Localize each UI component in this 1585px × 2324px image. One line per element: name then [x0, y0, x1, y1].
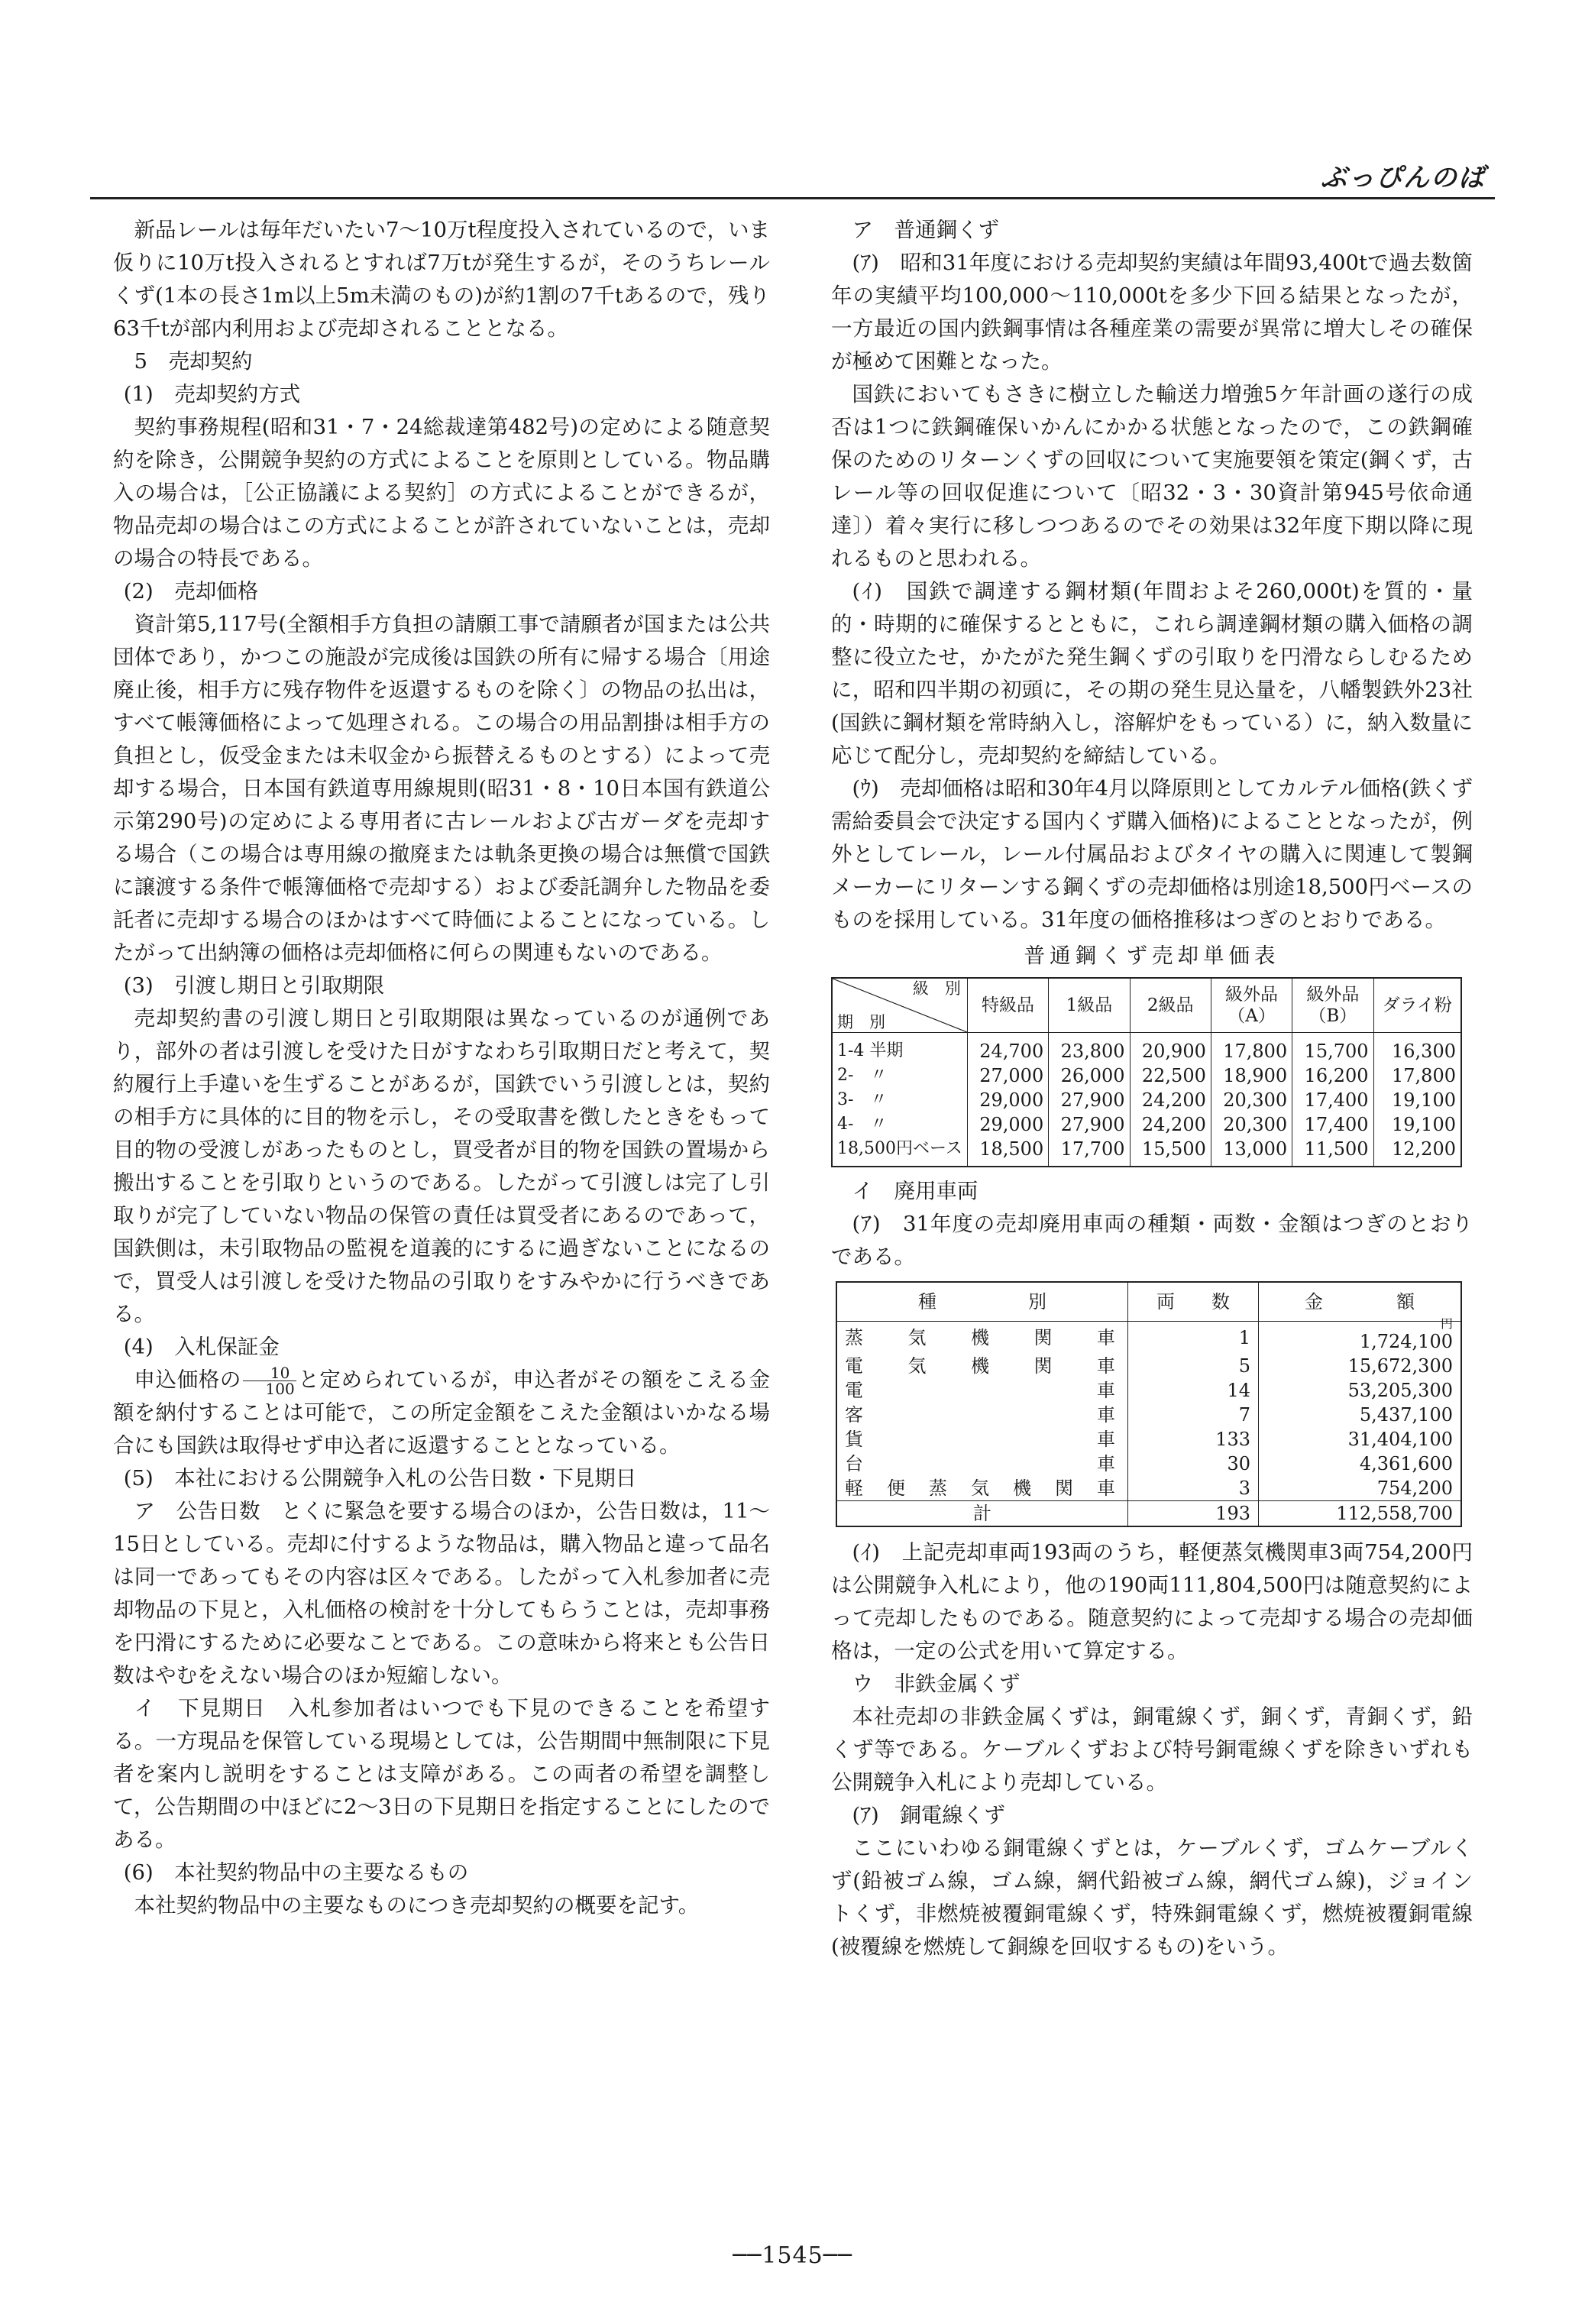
table-body: [836, 1316, 1461, 1527]
vehicle-amount: [1259, 1403, 1462, 1427]
total-label: 計: [836, 1501, 1128, 1527]
paragraph: 売却契約書の引渡し期日と引取期限は異なっているのが通例であり，部外の者は引渡しを受けた日がすなわち引取期日だと考えて，契約履行上手違いを生ずることがあるが，国鉄でいう引渡しとは，契約の相手方に具体的に目的物を示し，その受取書を徴したときをもって目的物の受渡しがあったものとし，買受者が目的物を国鉄の置場から搬出することを引取りというのである。したがって引渡しは完了し引取りが完了していない物品の保管の責任は買受者にあるのであって，国鉄側は，未引取物品の監視を道義的にするに過ぎないことになるので，買受人は引渡しを受けた物品の引取りをすみやかに行うべきである。: [113, 1006, 770, 1326]
label-char: 電: [845, 1380, 863, 1401]
table-row: [836, 1354, 1461, 1378]
table-cell: 29,000: [967, 1088, 1048, 1112]
scrap-price-table: [831, 977, 1462, 1167]
table-cell: 27,900: [1049, 1112, 1130, 1137]
subsection-heading: イ 廃用車両: [852, 1179, 978, 1203]
table-cell: 17,800: [1373, 1063, 1461, 1088]
table-header-cell: 級外品 （A）: [1211, 978, 1292, 1033]
vehicle-kind: [836, 1403, 1128, 1427]
paragraph: ア 公告日数 とくに緊急を要する場合のほか，公告日数は，11〜15日としている。売却に付するような物品は，購入物品と違って品名は同一であってもその内容は区々である。したがって入札参加者に売却物品の下見と，入札価格の検討を十分してもらうことは，売却事務を円滑にするために必要なことである。この意味から将来とも公告日数はやむをえない場合のほか短縮しない。: [113, 1499, 770, 1688]
paragraph: 資計第5,117号(全額相手方負担の請願工事で請願者が国または公共団体であり，かつこの施設が完成後は国鉄の所有に帰する場合〔用途廃止後，相手方に残存物件を返還するものを除く〕の物品の払出は，すべて帳簿価格によって処理される。この場合の用品割掛は相手方の負担とし，仮受金または未収金から振替えるものとする）によって売却する場合，日本国有鉄道専用線規則(昭31・8・10日本国有鉄道公示第290号)の定めによる専用者に古レールおよび古ガーダを売却する場合（この場合は専用線の撤廃または軌条更換の場合は無償で国鉄に譲渡する条件で帳簿価格で売却する）および委託調弁した物品を委託者に売却する場合のほかはすべて時価によることになっている。したがって出納簿の価格は売却価格に何らの関連もないのである。: [113, 612, 770, 965]
label-char: 蒸: [929, 1478, 947, 1499]
subsection-heading: (1) 売却契約方式: [123, 382, 301, 406]
table-cell: 12,200: [1373, 1137, 1461, 1167]
table-cell: 16,200: [1292, 1063, 1373, 1088]
table-header-cell: ダライ粉: [1373, 978, 1461, 1033]
vehicle-amount: [1259, 1452, 1462, 1476]
spaced-label: [845, 1325, 1120, 1350]
table-header-cell: 特級品: [967, 978, 1048, 1033]
label-char: 気: [907, 1355, 927, 1377]
table-cell: 27,000: [967, 1063, 1048, 1088]
paragraph: (ｲ) 国鉄で調達する鋼材類(年間およそ260,000t)を質的・量的・時期的に確保するとともに，これら調達鋼材類の購入価格の調整に役立たせ，かたがた発生鋼くずの引取りを円滑ならしむるために，昭和四半期の初頭に，その期の発生見込量を，八幡製鉄外23社(国鉄に鋼材類を常時納入し，溶解炉をもっている）に，納入数量に応じて配分し，売却契約を締結している。: [831, 579, 1473, 768]
label-char: 台: [845, 1453, 863, 1474]
fraction-numerator: 10: [243, 1365, 296, 1381]
vehicle-kind: [836, 1476, 1128, 1501]
table-cell: 17,700: [1049, 1137, 1130, 1167]
vehicle-sales-table: [836, 1281, 1462, 1527]
table-cell: 16,300: [1373, 1033, 1461, 1064]
vehicle-count: 14: [1128, 1378, 1259, 1403]
vehicle-count: 30: [1128, 1452, 1259, 1476]
spaced-label: [845, 1378, 1120, 1403]
table-row: [832, 1137, 1461, 1167]
label-char: 関: [1033, 1355, 1053, 1377]
table-cell: 18,500: [967, 1137, 1048, 1167]
table-cell: 26,000: [1049, 1063, 1130, 1088]
total-amount: 112,558,700: [1259, 1501, 1462, 1527]
label-char: 車: [1097, 1380, 1115, 1401]
subsection-heading: ウ 非鉄金属くず: [852, 1672, 1021, 1696]
fraction-denominator: 100: [265, 1380, 295, 1398]
table-row: [832, 1088, 1461, 1112]
table-cell: 20,900: [1130, 1033, 1211, 1064]
label-char: 貨: [845, 1429, 863, 1450]
table-row: [836, 1378, 1461, 1403]
amount-value: 15,672,300: [1347, 1355, 1453, 1377]
paragraph-fraction: [113, 1364, 770, 1462]
vehicle-count: 7: [1128, 1403, 1259, 1427]
row-label: 2- 〃: [832, 1063, 967, 1088]
label-char: 電: [845, 1355, 863, 1377]
table-cell: 20,300: [1211, 1088, 1292, 1112]
row-label: 1-4 半期: [832, 1033, 967, 1064]
unit-label: 円: [1440, 1316, 1453, 1331]
table-cell: 20,300: [1211, 1112, 1292, 1137]
paragraph: ここにいわゆる銅電線くずとは，ケーブルくず，ゴムケーブルくず(鉛被ゴム線，ゴム線，網代鉛被ゴム線，網代ゴム線)，ジョイントくず，非燃焼被覆銅電線くず，特殊銅電線くず，燃焼被覆銅電線(被覆線を燃焼して銅線を回収するもの)をいう。: [831, 1836, 1473, 1959]
table-row: [836, 1476, 1461, 1501]
header-title: ぶっぴんのば: [1321, 163, 1486, 193]
table-row: [836, 1427, 1461, 1452]
amount-value: 5,437,100: [1359, 1404, 1453, 1426]
table-cell: 15,500: [1130, 1137, 1211, 1167]
table-header-cell: 級外品 （B）: [1292, 978, 1373, 1033]
header-kind: 種 別: [836, 1282, 1128, 1322]
table-row: [832, 1063, 1461, 1088]
table-header-cell: 2級品: [1130, 978, 1211, 1033]
table-cell: 17,800: [1211, 1033, 1292, 1064]
spaced-label: [845, 1476, 1120, 1500]
table-row: [836, 1322, 1461, 1355]
table-cell: 19,100: [1373, 1112, 1461, 1137]
table-cell: 11,500: [1292, 1137, 1373, 1167]
table-cell: 17,400: [1292, 1112, 1373, 1137]
vehicle-count: 133: [1128, 1427, 1259, 1452]
amount-value: 754,200: [1376, 1478, 1453, 1499]
vehicle-count: 3: [1128, 1476, 1259, 1501]
paragraph: (ｱ) 昭和31年度における売却契約実績は年間93,400tで過去数箇年の実績平均100,000〜110,000tを多少下回る結果となったが，一方最近の国内鉄鋼事情は各種産業の需要が異常に増大しその確保が極めて困難となった。: [831, 251, 1473, 374]
label-char: 気: [971, 1478, 989, 1499]
label-char: 車: [1097, 1327, 1115, 1348]
fraction: [243, 1365, 296, 1397]
section-heading: 5 売却契約: [134, 349, 253, 374]
row-label: 4- 〃: [832, 1112, 967, 1137]
table-body: [832, 1033, 1461, 1167]
vehicle-amount: [1259, 1427, 1462, 1452]
table-cell: 23,800: [1049, 1033, 1130, 1064]
table-caption: 普通鋼くず売却単価表: [1024, 944, 1280, 968]
corner-label-bottom: 期 別: [837, 1013, 885, 1031]
row-label: 3- 〃: [832, 1088, 967, 1112]
text-run: と定められているが，申込者がその額をこえる金額を納付することは可能で，この所定金額をこえた金額はいかなる場合にも国鉄は取得せず申込者に返還することとなっている。: [113, 1368, 771, 1458]
subsection-heading: (6) 本社契約物品中の主要なるもの: [123, 1860, 469, 1885]
vehicle-amount: [1259, 1354, 1462, 1378]
paragraph: 国鉄においてもさきに樹立した輸送力増強5ケ年計画の遂行の成否は1つに鉄鋼確保いかんにかかる状態となったので，この鉄鋼確保のためのリターンくずの回収について実施要領を策定(鋼くず，古レール等の回収促進について〔昭32・3・30資計第945号依命通達〕）着々実行に移しつつあるのでその効果は32年度下期以降に現れるものと思われる。: [831, 382, 1473, 571]
subsection-heading: (5) 本社における公開競争入札の公告日数・下見期日: [123, 1466, 637, 1491]
table-cell: 24,200: [1130, 1088, 1211, 1112]
spaced-label: [845, 1354, 1120, 1378]
table-cell: 24,700: [967, 1033, 1048, 1064]
subsection-heading: ア 普通鋼くず: [852, 218, 999, 242]
spaced-label: [845, 1427, 1120, 1452]
total-count: 193: [1128, 1501, 1259, 1527]
table-row: [836, 1452, 1461, 1476]
table-row: [832, 1033, 1461, 1064]
label-char: 車: [1097, 1404, 1115, 1426]
label-char: 車: [1097, 1453, 1115, 1474]
table-cell: 15,700: [1292, 1033, 1373, 1064]
label-char: 蒸: [845, 1327, 863, 1348]
paragraph: (ｲ) 上記売却車両193両のうち，軽便蒸気機関車3両754,200円は公開競争入札により，他の190両111,804,500円は随意契約によって売却したものである。随意契約によって売却する場合の売却価格は，一定の公式を用いて算定する。: [831, 1540, 1473, 1663]
text-run: 申込価格の: [134, 1368, 242, 1392]
label-char: 気: [907, 1327, 927, 1348]
vehicle-amount: [1259, 1476, 1462, 1501]
label-char: 軽: [845, 1478, 863, 1499]
vehicle-kind: [836, 1322, 1128, 1355]
amount-value: 53,205,300: [1347, 1380, 1453, 1401]
vehicle-kind: [836, 1378, 1128, 1403]
label-char: 機: [1013, 1478, 1031, 1499]
table-cell: 27,900: [1049, 1088, 1130, 1112]
paragraph: 本社売却の非鉄金属くずは，銅電線くず，銅くず，青銅くず，鉛くず等である。ケーブルくずおよび特号銅電線くずを除きいずれも公開競争入札により売却している。: [831, 1704, 1473, 1795]
header-count: 両 数: [1128, 1282, 1259, 1322]
spaced-label: [845, 1452, 1120, 1476]
vehicle-count: 5: [1128, 1354, 1259, 1378]
right-column: [831, 214, 1473, 1963]
vehicle-amount: [1259, 1378, 1462, 1403]
vehicle-amount: [1259, 1316, 1462, 1355]
page-number: ──1545──: [733, 2242, 852, 2269]
table-row: [832, 1112, 1461, 1137]
paragraph: 契約事務規程(昭和31・7・24総裁達第482号)の定めによる随意契約を除き，公開競争契約の方式によることを原則としている。物品購入の場合は，［公正協議による契約］の方式によることができるが，物品売却の場合はこの方式によることが許されていないことは，売却の場合の特長である。: [113, 415, 770, 571]
vehicle-kind: [836, 1427, 1128, 1452]
table-cell: 18,900: [1211, 1063, 1292, 1088]
left-column: [113, 214, 770, 1922]
label-char: 車: [1097, 1478, 1115, 1499]
table-cell: 29,000: [967, 1112, 1048, 1137]
subsection-heading: (3) 引渡し期日と引取期限: [123, 973, 385, 998]
paragraph: 新品レールは毎年だいたい7〜10万t程度投入されているので，いま仮りに10万t投入されるとすれば7万tが発生するが，そのうちレールくず(1本の長さ1m以上5m未満のもの)が約1割の7千tあるので，残り63千tが部内利用および売却されることとなる。: [113, 218, 770, 341]
table-cell: 22,500: [1130, 1063, 1211, 1088]
spaced-label: [845, 1403, 1120, 1427]
table-corner-cell: [832, 978, 967, 1033]
amount-value: 4,361,600: [1359, 1453, 1453, 1474]
label-char: 車: [1097, 1355, 1115, 1377]
table-header-row: [832, 978, 1461, 1033]
amount-value: 31,404,100: [1347, 1429, 1453, 1450]
paragraph: 本社契約物品中の主要なものにつき売却契約の概要を記す。: [134, 1893, 700, 1918]
label-char: 便: [887, 1478, 905, 1499]
subsection-heading: (ｱ) 銅電線くず: [852, 1803, 1005, 1827]
amount-value: 1,724,100: [1359, 1331, 1453, 1352]
table-row: [836, 1403, 1461, 1427]
table-header-row: [836, 1282, 1461, 1322]
row-label: 18,500円ベース: [832, 1137, 967, 1167]
table-total-row: [836, 1501, 1461, 1527]
table-cell: 19,100: [1373, 1088, 1461, 1112]
header-amount: 金 額: [1259, 1282, 1462, 1322]
table-cell: 13,000: [1211, 1137, 1292, 1167]
vehicle-kind: [836, 1354, 1128, 1378]
label-char: 客: [845, 1404, 863, 1426]
corner-label-top: 級 別: [912, 979, 961, 998]
paragraph: (ｳ) 売却価格は昭和30年4月以降原則としてカルテル価格(鉄くず需給委員会で決定する国内くず購入価格)によることとなったが，例外としてレール，レール付属品およびタイヤの購入に関連して製鋼メーカーにリターンする鋼くずの売却価格は別途18,500円ベースのものを採用している。31年度の価格推移はつぎのとおりである。: [831, 776, 1473, 932]
table-cell: 17,400: [1292, 1088, 1373, 1112]
label-char: 関: [1033, 1327, 1053, 1348]
vehicle-count: 1: [1128, 1322, 1259, 1355]
paragraph: イ 下見期日 入札参加者はいつでも下見のできることを希望する。一方現品を保管している現場としては，公告期間中無制限に下見者を案内し説明をすることは支障がある。この両者の希望を調整して，公告期間の中ほどに2〜3日の下見期日を指定することにしたのである。: [113, 1696, 770, 1852]
table-cell: 24,200: [1130, 1112, 1211, 1137]
subsection-heading: (4) 入札保証金: [123, 1335, 280, 1359]
label-char: 機: [971, 1327, 989, 1348]
subsection-heading: (2) 売却価格: [123, 579, 259, 604]
header-rule: [90, 197, 1495, 199]
label-char: 機: [971, 1355, 989, 1377]
table-header-cell: 1級品: [1049, 978, 1130, 1033]
label-char: 関: [1055, 1478, 1073, 1499]
vehicle-kind: [836, 1452, 1128, 1476]
paragraph: (ｱ) 31年度の売却廃用車両の種類・両数・金額はつぎのとおりである。: [831, 1212, 1473, 1269]
label-char: 車: [1097, 1429, 1115, 1450]
